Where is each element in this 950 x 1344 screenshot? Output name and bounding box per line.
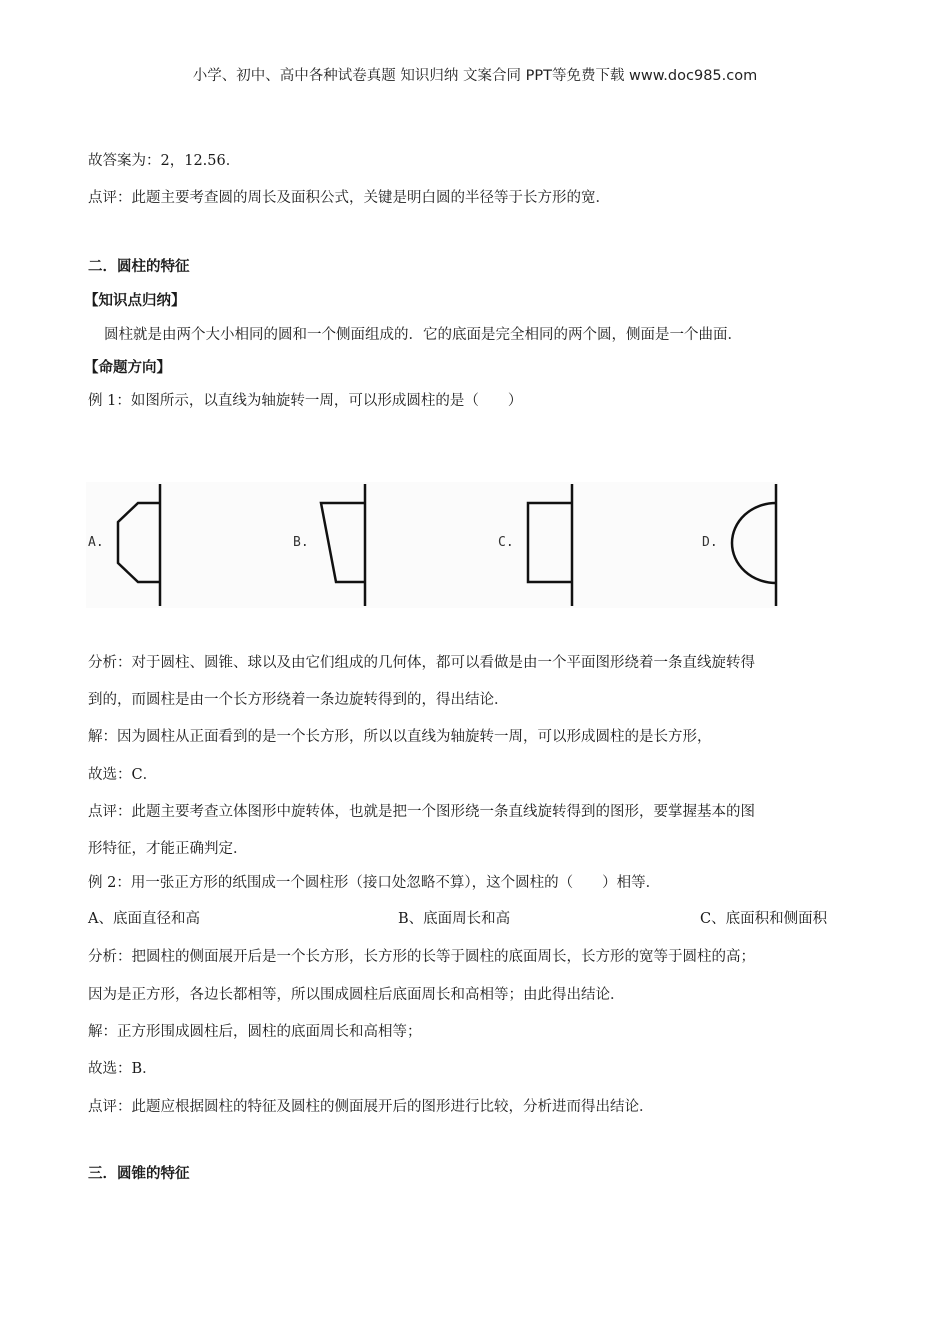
knowledge-heading: 【知识点归纳】: [84, 293, 186, 309]
section-2-title: 二．圆柱的特征: [88, 259, 190, 275]
figure-label-b: B.: [293, 535, 309, 550]
page-header: 小学、初中、高中各种试卷真题 知识归纳 文案合同 PPT等免费下载 www.doc985.com: [192, 68, 758, 84]
figure-label-c: C.: [498, 535, 514, 550]
example-1-comment-line-1: 点评：此题主要考查立体图形中旋转体，也就是把一个图形绕一条直线旋转得到的图形，要掌握基本的图: [88, 804, 755, 820]
example-2-analysis-line-2: 因为是正方形，各边长都相等，所以围成圆柱后底面周长和高相等；由此得出结论．: [88, 987, 625, 1003]
example-2-option-b: B、底面周长和高: [398, 911, 511, 927]
previous-answer: 故答案为：2，12.56．: [88, 153, 241, 169]
direction-heading: 【命题方向】: [84, 360, 171, 376]
section-3-title: 三．圆锥的特征: [88, 1166, 190, 1182]
example-1-analysis-line-2: 到的，而圆柱是由一个长方形绕着一条边旋转得到的，得出结论．: [88, 692, 509, 708]
shape-d-semicircle: [732, 503, 776, 583]
example-1-solution: 解：因为圆柱从正面看到的是一个长方形，所以以直线为轴旋转一周，可以形成圆柱的是长方形，: [88, 729, 712, 745]
example-1-analysis-line-1: 分析：对于圆柱、圆锥、球以及由它们组成的几何体，都可以看做是由一个平面图形绕着一条直线旋转得: [88, 655, 755, 671]
previous-comment: 点评：此题主要考查圆的周长及面积公式，关键是明白圆的半径等于长方形的宽．: [88, 190, 610, 206]
shape-a-octagon-half: [118, 503, 160, 582]
example-2-choice: 故选：B．: [88, 1061, 157, 1077]
shape-b-trapezoid: [321, 503, 365, 582]
knowledge-text: 圆柱就是由两个大小相同的圆和一个侧面组成的．它的底面是完全相同的两个圆，侧面是一个曲面．: [104, 327, 742, 343]
example-1-choice: 故选：C．: [88, 767, 158, 783]
example-2-solution: 解：正方形围成圆柱后，圆柱的底面周长和高相等；: [88, 1024, 422, 1040]
example-1-comment-line-2: 形特征，才能正确判定．: [88, 841, 248, 857]
example-1-figure: [86, 482, 778, 608]
example-2-analysis-line-1: 分析：把圆柱的侧面展开后是一个长方形，长方形的长等于圆柱的底面周长，长方形的宽等于圆柱的高；: [88, 949, 755, 965]
example-2-comment: 点评：此题应根据圆柱的特征及圆柱的侧面展开后的图形进行比较，分析进而得出结论．: [88, 1099, 654, 1115]
figure-label-d: D.: [702, 535, 718, 550]
example-1-question: 例 1：如图所示，以直线为轴旋转一周，可以形成圆柱的是（ ）: [88, 393, 523, 409]
example-2-option-c: C、底面积和侧面积: [700, 911, 828, 927]
example-2-option-a: A、底面直径和高: [88, 911, 200, 927]
figure-label-a: A.: [88, 535, 104, 550]
shape-c-rectangle: [528, 503, 572, 582]
example-2-question: 例 2：用一张正方形的纸围成一个圆柱形（接口处忽略不算），这个圆柱的（ ）相等．: [88, 875, 661, 891]
